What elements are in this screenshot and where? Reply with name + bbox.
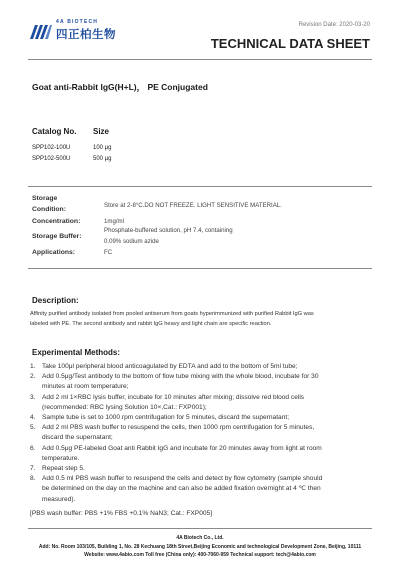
logo-cn-text: 四正柏生物 [56, 29, 116, 41]
step-number: 1. [30, 363, 36, 370]
document-title: TECHNICAL DATA SHEET [210, 36, 370, 51]
storage-label: Condition: [32, 206, 66, 213]
step-text: Sample tube is set to 1000 rpm centrifugation for 5 minutes, discard the supernatant; [42, 414, 290, 422]
description-text [30, 310, 372, 329]
description-line: labeled with PE. The second antibody and rabbit IgG heavy and light chain are specific reaction. [30, 320, 272, 327]
applications-value: FC [104, 249, 113, 256]
logo-en-text: 4A BIOTECH [56, 19, 99, 25]
footer-company: 4A Biotech Co., Ltd. [176, 535, 224, 541]
buffer-note: [PBS wash buffer: PBS +1% FBS +0.1% NaN3; Cat.: FXP005] [30, 510, 213, 517]
step-text-cont: discard the supernatant; [42, 434, 113, 442]
step-number: 7. [30, 465, 36, 473]
step-text-cont: measured). [42, 495, 76, 503]
step-text: Add 2 ml PBS wash buffer to resuspend the cells, then 1000 rpm centrifugation for 5 minutes, [42, 424, 315, 432]
method-step [30, 423, 375, 443]
concentration-value: 1mg/ml [104, 218, 124, 225]
step-text: Repeat step 5. [42, 465, 85, 473]
catalog-no-cell: SPP102-100U [32, 145, 71, 151]
step-number: 6. [30, 444, 36, 452]
revision-date: Revision Date: 2020-03-20 [298, 22, 370, 28]
catalog-no-cell: SPP102-500U [32, 156, 71, 162]
storage-value: Store at 2-8°C.DO NOT FREEZE. LIGHT SENSITIVE MATERIAL. [104, 202, 282, 209]
methods-list [30, 362, 375, 505]
product-title: Goat anti-Rabbit IgG(H+L)， PE Conjugated [32, 82, 208, 92]
size-cell: 100 μg [93, 145, 112, 151]
method-step [30, 444, 375, 464]
step-text: Add 2 ml 1×RBC lysis buffer, incubate for 10 minutes after mixing; dissolve red blood cells [42, 393, 305, 401]
buffer-label: Storage Buffer: [32, 233, 82, 240]
method-step [30, 413, 375, 423]
footer-contact: Website: www.4abio.com Toll free (China only): 400-7060-959 Technical support: tech@4abio.com [84, 552, 316, 558]
step-text: Add 0.5μg/Test antibody to the bottom of flow tube mixing with the whole blood, incubate for 30 [42, 373, 319, 381]
step-text-cont: temperature. [42, 454, 80, 462]
step-text: Add 0.5μg PE-labeled Goat anti Rabbit IgG and incubate for 20 minutes away from light at room [42, 444, 322, 452]
method-step [30, 464, 375, 474]
step-text: Add 0.5 ml PBS wash buffer to resuspend the cells and detect by flow cytometry (sample should [42, 475, 323, 483]
method-step [30, 474, 375, 505]
buffer-value: Phosphate-buffered solution, pH 7.4, containing [104, 227, 233, 234]
description-line: Affinity purified antibody isolated from pooled antiserum from goats hyperimmunized with purified Rabbit IgG was [30, 311, 314, 317]
step-number: 2. [30, 373, 36, 381]
footer-address: Add: No. Room 103/105, Building 1, No. 28 Kechuang 18th Street,Beijing Economic and technological Development Zone, Beijing, 10111 [38, 544, 362, 550]
size-cell: 500 μg [93, 156, 112, 162]
size-header: Size [93, 127, 110, 136]
concentration-label: Concentration: [32, 218, 81, 225]
method-step [30, 372, 375, 392]
step-text-cont: minutes at room temperature; [42, 383, 129, 391]
storage-label: Storage [32, 195, 58, 202]
buffer-value: 0.09% sodium azide [104, 238, 159, 245]
applications-label: Applications: [32, 249, 76, 256]
properties-top-divider [28, 186, 372, 187]
step-number: 4. [30, 414, 36, 422]
catalog-no-header: Catalog No. [32, 127, 77, 136]
step-text: Take 100μl peripheral blood anticoagulated by EDTA and add to the bottom of 5ml tube; [42, 363, 298, 370]
step-text-cont: (recommended: RBC lysing Solution 10×,Cat.: FXP001); [42, 403, 207, 411]
step-number: 3. [30, 393, 36, 401]
step-number: 8. [30, 475, 36, 483]
methods-heading: Experimental Methods: [32, 348, 121, 357]
brand-logo-icon [30, 21, 52, 39]
footer-divider [28, 528, 372, 529]
method-step [30, 393, 375, 413]
header-divider [28, 59, 372, 60]
method-step [30, 362, 375, 372]
step-text-cont: be determined on the day on the machine and can also be added fixation overnight at 4 ℃ then [42, 485, 321, 493]
description-heading: Description: [32, 296, 79, 305]
step-number: 5. [30, 424, 36, 432]
properties-bottom-divider [28, 268, 372, 269]
